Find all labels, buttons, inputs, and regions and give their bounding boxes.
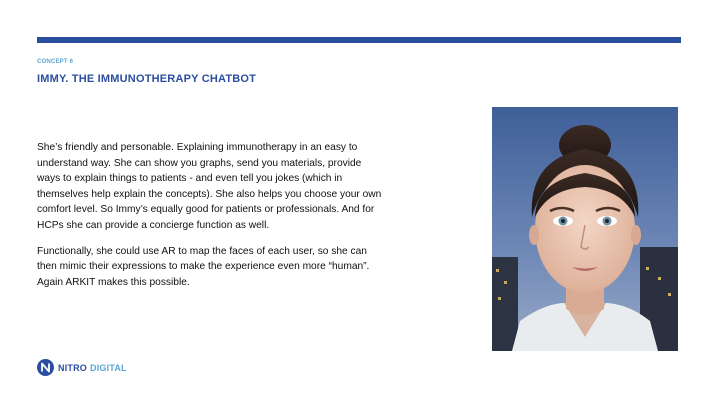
top-accent-bar [37, 37, 681, 43]
logo-word-digital: DIGITAL [90, 362, 127, 373]
body-paragraph: She’s friendly and personable. Explaining immunotherapy in an easy to understand way. She can show you graphs, send you materials, provide ways to explain things to patients - and even tell you jokes (which in themselves help explain the concepts). She also helps you choose your own comfort level. So Immy’s equally good for patients or professionals. And for HCPs she can provide a concierge function as well. [37, 142, 382, 231]
logo-wordmark [58, 363, 127, 373]
logo-word-nitro: NITRO [58, 362, 87, 373]
slide-title: IMMY. THE IMMUNOTHERAPY CHATBOT [37, 73, 257, 85]
nitro-n-icon [37, 359, 54, 376]
concept-label: CONCEPT 6 [37, 59, 74, 65]
body-text [37, 140, 387, 300]
body-paragraph: Functionally, she could use AR to map the faces of each user, so she can then mimic their expressions to make the experience even more “human”. Again ARKIT makes this possible. [37, 245, 370, 288]
nitro-digital-logo [37, 359, 127, 376]
woman-portrait-image [492, 107, 678, 351]
